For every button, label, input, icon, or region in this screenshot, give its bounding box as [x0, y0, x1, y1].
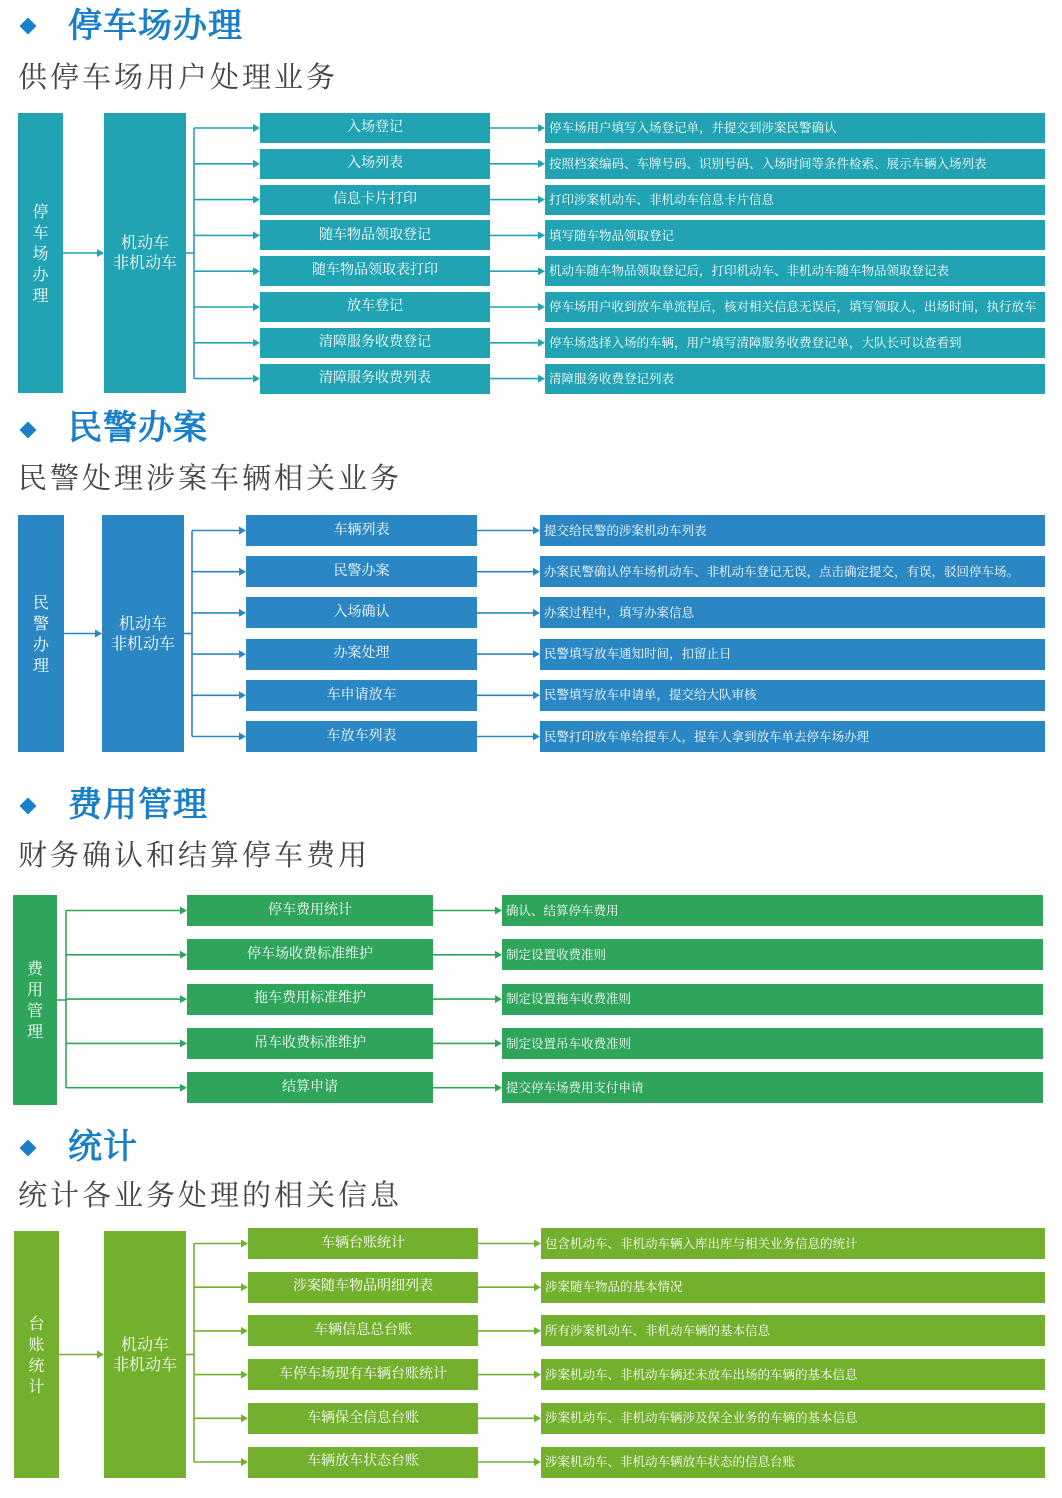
function-description: 包含机动车、非机动车辆入库出库与相关业务信息的统计 [541, 1228, 1045, 1259]
root-box-label: 费用管理 [26, 959, 43, 1041]
branch-arrow-icon [180, 951, 187, 959]
function-box[interactable]: 停车场收费标准维护 [187, 939, 433, 970]
vehicle-type-label: 非机动车 [112, 1354, 177, 1374]
function-box[interactable]: 车辆放车状态台账 [248, 1447, 478, 1478]
function-description: 停车场选择入场的车辆，用户填写清障服务收费登记单，大队长可以查看到 [545, 328, 1045, 358]
function-box[interactable]: 清障服务收费列表 [260, 364, 490, 394]
branch-arrow-icon [241, 1414, 248, 1422]
branch-arrow-icon [253, 231, 260, 239]
function-description: 提交停车场费用支付申请 [502, 1072, 1043, 1103]
vehicle-type-label: 机动车 [118, 613, 167, 633]
desc-arrow-icon [538, 375, 545, 383]
function-box[interactable]: 放车登记 [260, 292, 490, 322]
function-box[interactable]: 办案处理 [246, 639, 477, 670]
function-description: 清障服务收费登记列表 [545, 364, 1045, 394]
function-box[interactable]: 清障服务收费登记 [260, 328, 490, 358]
section-bullet-icon [20, 18, 37, 35]
section-bullet-icon [20, 1140, 37, 1157]
function-description: 制定设置收费准则 [502, 939, 1043, 970]
desc-arrow-icon [533, 527, 540, 535]
function-description: 填写随车物品领取登记 [545, 220, 1045, 250]
desc-arrow-icon [534, 1371, 541, 1379]
root-box-label: 停车场办理 [32, 201, 49, 305]
section-subtitle: 民警处理涉案车辆相关业务 [18, 461, 403, 495]
root-arrow-icon [97, 1351, 104, 1359]
function-description: 机动车随车物品领取登记后，打印机动车、非机动车随车物品领取登记表 [545, 256, 1045, 286]
desc-arrow-icon [538, 160, 545, 168]
section-subtitle: 统计各业务处理的相关信息 [18, 1178, 403, 1212]
desc-arrow-icon [495, 1039, 502, 1047]
vehicle-type-labels [113, 1335, 177, 1375]
function-box[interactable]: 车停车场现有车辆台账统计 [248, 1359, 478, 1390]
desc-arrow-icon [534, 1283, 541, 1291]
section-title: 费用管理 [68, 785, 208, 825]
desc-arrow-icon [533, 568, 540, 576]
function-description: 涉案随车物品的基本情况 [541, 1272, 1045, 1303]
function-description: 提交给民警的涉案机动车列表 [540, 515, 1045, 546]
function-box[interactable]: 车辆台账统计 [248, 1228, 478, 1259]
function-box[interactable]: 停车费用统计 [187, 895, 433, 926]
branch-arrow-icon [241, 1327, 248, 1335]
function-description: 办案民警确认停车场机动车、非机动车登记无误，点击确定提交，有误，驳回停车场。 [540, 556, 1045, 587]
vehicle-type-box [102, 515, 184, 752]
function-box[interactable]: 随车物品领取登记 [260, 220, 490, 250]
function-box[interactable]: 车辆保全信息台账 [248, 1403, 478, 1434]
section-subtitle: 供停车场用户处理业务 [18, 60, 339, 94]
function-box[interactable]: 车辆信息总台账 [248, 1315, 478, 1346]
function-box[interactable]: 车申请放车 [246, 680, 477, 711]
branch-arrow-icon [253, 124, 260, 132]
root-box [18, 515, 64, 752]
section-title: 统计 [68, 1127, 138, 1167]
branch-arrow-icon [180, 1084, 187, 1092]
function-description: 停车场用户收到放车单流程后，核对相关信息无误后，填写领取人，出场时间，执行放车 [545, 292, 1045, 322]
branch-arrow-icon [239, 568, 246, 576]
function-box[interactable]: 入场登记 [260, 113, 490, 143]
root-box-label: 民警办理 [32, 592, 49, 675]
section-bullet-icon [20, 422, 37, 439]
root-box [13, 895, 57, 1105]
root-arrow-icon [97, 249, 104, 257]
desc-arrow-icon [533, 691, 540, 699]
function-description: 按照档案编码、车牌号码、识别号码、入场时间等条件检索、展示车辆入场列表 [545, 149, 1045, 179]
branch-arrow-icon [239, 527, 246, 535]
function-description: 民警打印放车单给提车人，提车人拿到放车单去停车场办理 [540, 721, 1045, 752]
branch-arrow-icon [239, 609, 246, 617]
desc-arrow-icon [534, 1327, 541, 1335]
branch-arrow-icon [241, 1458, 248, 1466]
branch-arrow-icon [253, 196, 260, 204]
root-box [18, 113, 63, 393]
function-box[interactable]: 吊车收费标准维护 [187, 1028, 433, 1059]
vehicle-type-box [104, 1231, 186, 1478]
vehicle-type-label: 机动车 [120, 233, 169, 252]
function-description: 涉案机动车、非机动车辆涉及保全业务的车辆的基本信息 [541, 1403, 1045, 1434]
branch-arrow-icon [241, 1283, 248, 1291]
root-arrow-icon [95, 630, 102, 638]
function-description: 制定设置吊车收费准则 [502, 1028, 1043, 1059]
root-box-label: 台账统计 [28, 1313, 45, 1396]
desc-arrow-icon [534, 1458, 541, 1466]
branch-arrow-icon [180, 995, 187, 1003]
desc-arrow-icon [533, 609, 540, 617]
branch-arrow-icon [253, 339, 260, 347]
vehicle-type-label: 机动车 [120, 1334, 169, 1354]
function-box[interactable]: 入场列表 [260, 149, 490, 179]
function-box[interactable]: 随车物品领取表打印 [260, 256, 490, 286]
vehicle-type-label: 非机动车 [112, 253, 177, 272]
function-description: 确认、结算停车费用 [502, 895, 1043, 926]
function-description: 所有涉案机动车、非机动车辆的基本信息 [541, 1315, 1045, 1346]
function-box[interactable]: 车辆列表 [246, 515, 477, 546]
branch-arrow-icon [180, 1039, 187, 1047]
branch-arrow-icon [253, 303, 260, 311]
branch-arrow-icon [253, 160, 260, 168]
branch-arrow-icon [239, 733, 246, 741]
vehicle-type-labels [113, 233, 177, 273]
function-description: 涉案机动车、非机动车辆还未放车出场的车辆的基本信息 [541, 1359, 1045, 1390]
function-box[interactable]: 结算申请 [187, 1072, 433, 1103]
function-description: 停车场用户填写入场登记单，并提交到涉案民警确认 [545, 113, 1045, 143]
branch-arrow-icon [253, 267, 260, 275]
section-title: 停车场办理 [68, 6, 243, 46]
desc-arrow-icon [538, 196, 545, 204]
desc-arrow-icon [538, 231, 545, 239]
function-description: 制定设置拖车收费准则 [502, 984, 1043, 1015]
branch-arrow-icon [239, 691, 246, 699]
branch-arrow-icon [180, 907, 187, 915]
vehicle-type-label: 非机动车 [110, 633, 175, 653]
desc-arrow-icon [538, 303, 545, 311]
function-box[interactable]: 民警办案 [246, 556, 477, 587]
desc-arrow-icon [533, 733, 540, 741]
desc-arrow-icon [533, 650, 540, 658]
branch-arrow-icon [241, 1371, 248, 1379]
function-box[interactable]: 信息卡片打印 [260, 185, 490, 215]
desc-arrow-icon [534, 1414, 541, 1422]
section-bullet-icon [20, 798, 37, 815]
desc-arrow-icon [538, 267, 545, 275]
function-box[interactable]: 车放车列表 [246, 721, 477, 752]
vehicle-type-labels [111, 614, 175, 654]
branch-arrow-icon [239, 650, 246, 658]
section-title: 民警办案 [68, 408, 208, 448]
function-box[interactable]: 拖车费用标准维护 [187, 984, 433, 1015]
desc-arrow-icon [538, 124, 545, 132]
desc-arrow-icon [495, 1084, 502, 1092]
desc-arrow-icon [495, 907, 502, 915]
function-description: 涉案机动车、非机动车辆放车状态的信息台账 [541, 1447, 1045, 1478]
function-description: 民警填写放车申请单，提交给大队审核 [540, 680, 1045, 711]
root-box [14, 1231, 59, 1478]
function-description: 办案过程中，填写办案信息 [540, 597, 1045, 628]
section-subtitle: 财务确认和结算停车费用 [18, 838, 371, 872]
branch-arrow-icon [253, 375, 260, 383]
function-description: 打印涉案机动车、非机动车信息卡片信息 [545, 185, 1045, 215]
function-description: 民警填写放车通知时间，扣留止日 [540, 639, 1045, 670]
branch-arrow-icon [241, 1240, 248, 1248]
vehicle-type-box [104, 113, 186, 393]
function-box[interactable]: 涉案随车物品明细列表 [248, 1272, 478, 1303]
desc-arrow-icon [495, 951, 502, 959]
function-box[interactable]: 入场确认 [246, 597, 477, 628]
desc-arrow-icon [495, 995, 502, 1003]
desc-arrow-icon [538, 339, 545, 347]
desc-arrow-icon [534, 1240, 541, 1248]
